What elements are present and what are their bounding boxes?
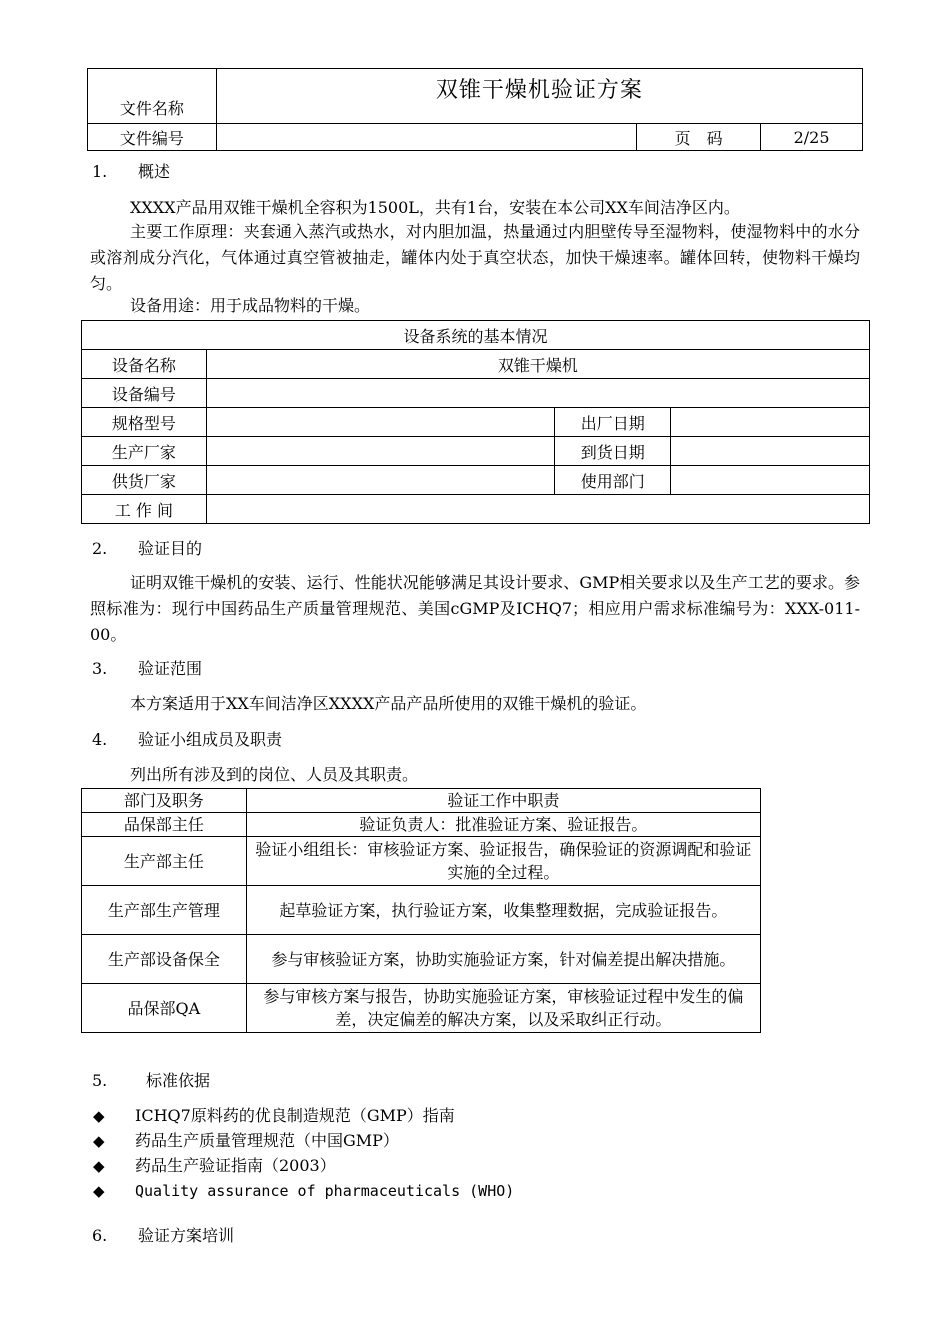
section-1-paragraph-2: 主要工作原理：夹套通入蒸汽或热水，对内胆加温，热量通过内胆壁传导至湿物料，使湿物料中的水分或溶剂成分汽化，气体通过真空管被抽走，罐体内处于真空状态，加快干燥速率。罐体回转，使物料干燥均匀。	[90, 222, 860, 293]
arrival-date-value	[671, 437, 870, 466]
bullet-icon: ◆	[93, 1132, 105, 1150]
reference-text: Quality assurance of pharmaceuticals (WHO)	[135, 1182, 515, 1200]
team-header-duty: 验证工作中职责	[246, 789, 760, 813]
arrival-date-label: 到货日期	[555, 437, 671, 466]
bullet-icon: ◆	[93, 1107, 105, 1125]
section-4-title: 验证小组成员及职责	[138, 730, 283, 749]
section-2-title: 验证目的	[138, 539, 203, 558]
equipment-code-value	[206, 379, 869, 408]
team-role: 生产部设备保全	[82, 935, 247, 984]
section-6-title: 验证方案培训	[138, 1226, 235, 1245]
section-6-heading	[92, 1223, 234, 1249]
list-item	[93, 1178, 514, 1203]
bullet-icon: ◆	[93, 1157, 105, 1175]
table-row	[82, 837, 761, 886]
section-4-heading	[92, 727, 282, 753]
model-value	[206, 408, 555, 437]
table-row	[82, 886, 761, 935]
table-row	[82, 935, 761, 984]
team-duty: 参与审核验证方案，协助实施验证方案，针对偏差提出解决措施。	[246, 935, 760, 984]
team-duty: 起草验证方案，执行验证方案，收集整理数据，完成验证报告。	[246, 886, 760, 935]
team-duty: 参与审核方案与报告，协助实施验证方案，审核验证过程中发生的偏差，决定偏差的解决方案，以及采取纠正行动。	[246, 984, 760, 1033]
document-title: 双锥干燥机验证方案	[216, 69, 862, 124]
document-header-table	[87, 68, 863, 151]
workshop-label: 工 作 间	[82, 495, 207, 524]
section-1-title: 概述	[138, 162, 171, 181]
team-role: 生产部主任	[82, 837, 247, 886]
page-label: 页 码	[637, 124, 761, 151]
model-label: 规格型号	[82, 408, 207, 437]
team-duty: 验证负责人：批准验证方案、验证报告。	[246, 813, 760, 837]
table-row	[82, 813, 761, 837]
section-2-number: 2.	[92, 539, 108, 558]
team-header-dept: 部门及职务	[82, 789, 247, 813]
section-3-number: 3.	[92, 659, 108, 678]
section-2-heading	[92, 536, 202, 562]
manufacturer-value	[206, 437, 555, 466]
factory-date-label: 出厂日期	[555, 408, 671, 437]
section-5-title: 标准依据	[146, 1071, 211, 1090]
page-value: 2/25	[761, 124, 863, 151]
equipment-basic-info-table	[81, 320, 870, 524]
team-role: 品保部QA	[82, 984, 247, 1033]
section-3-title: 验证范围	[138, 659, 203, 678]
dept-value	[671, 466, 870, 495]
section-2-paragraph: 证明双锥干燥机的安装、运行、性能状况能够满足其设计要求、GMP相关要求以及生产工艺的要求。参照标准为：现行中国药品生产质量管理规范、美国cGMP及ICHQ7；相应用户需求标准编号为：XXX-011-00。	[90, 573, 860, 644]
file-no-label: 文件编号	[88, 124, 217, 151]
section-1-paragraph-1: XXXX产品用双锥干燥机全容积为1500L，共有1台，安装在本公司XX车间洁净区内。	[130, 198, 740, 217]
workshop-value	[206, 495, 869, 524]
section-5-heading	[92, 1068, 210, 1094]
equipment-code-label: 设备编号	[82, 379, 207, 408]
section-1-paragraph-3: 设备用途：用于成品物料的干燥。	[130, 296, 371, 315]
validation-team-table	[81, 788, 761, 1033]
reference-text: ICHQ7原料药的优良制造规范（GMP）指南	[135, 1106, 455, 1125]
team-role: 品保部主任	[82, 813, 247, 837]
team-role: 生产部生产管理	[82, 886, 247, 935]
section-1-heading	[92, 159, 170, 185]
file-no-value	[216, 124, 636, 151]
equipment-name-value: 双锥干燥机	[206, 350, 869, 379]
factory-date-value	[671, 408, 870, 437]
manufacturer-label: 生产厂家	[82, 437, 207, 466]
reference-list	[93, 1103, 514, 1203]
team-duty: 验证小组组长：审核验证方案、验证报告，确保验证的资源调配和验证实施的全过程。	[246, 837, 760, 886]
equipment-name-label: 设备名称	[82, 350, 207, 379]
section-5-number: 5.	[92, 1071, 108, 1090]
section-4-paragraph: 列出所有涉及到的岗位、人员及其职责。	[130, 765, 419, 784]
reference-text: 药品生产质量管理规范（中国GMP）	[135, 1131, 399, 1150]
bullet-icon: ◆	[93, 1182, 105, 1200]
section-3-paragraph: 本方案适用于XX车间洁净区XXXX产品产品所使用的双锥干燥机的验证。	[130, 694, 647, 713]
file-name-label: 文件名称	[88, 69, 217, 124]
list-item	[93, 1103, 514, 1128]
dept-label: 使用部门	[555, 466, 671, 495]
section-6-number: 6.	[92, 1226, 108, 1245]
section-1-number: 1.	[92, 162, 108, 181]
list-item	[93, 1128, 514, 1153]
supplier-value	[206, 466, 555, 495]
section-4-number: 4.	[92, 730, 108, 749]
table-row	[82, 984, 761, 1033]
reference-text: 药品生产验证指南（2003）	[135, 1156, 336, 1175]
equipment-table-caption: 设备系统的基本情况	[82, 321, 870, 350]
section-3-heading	[92, 656, 202, 682]
list-item	[93, 1153, 514, 1178]
supplier-label: 供货厂家	[82, 466, 207, 495]
